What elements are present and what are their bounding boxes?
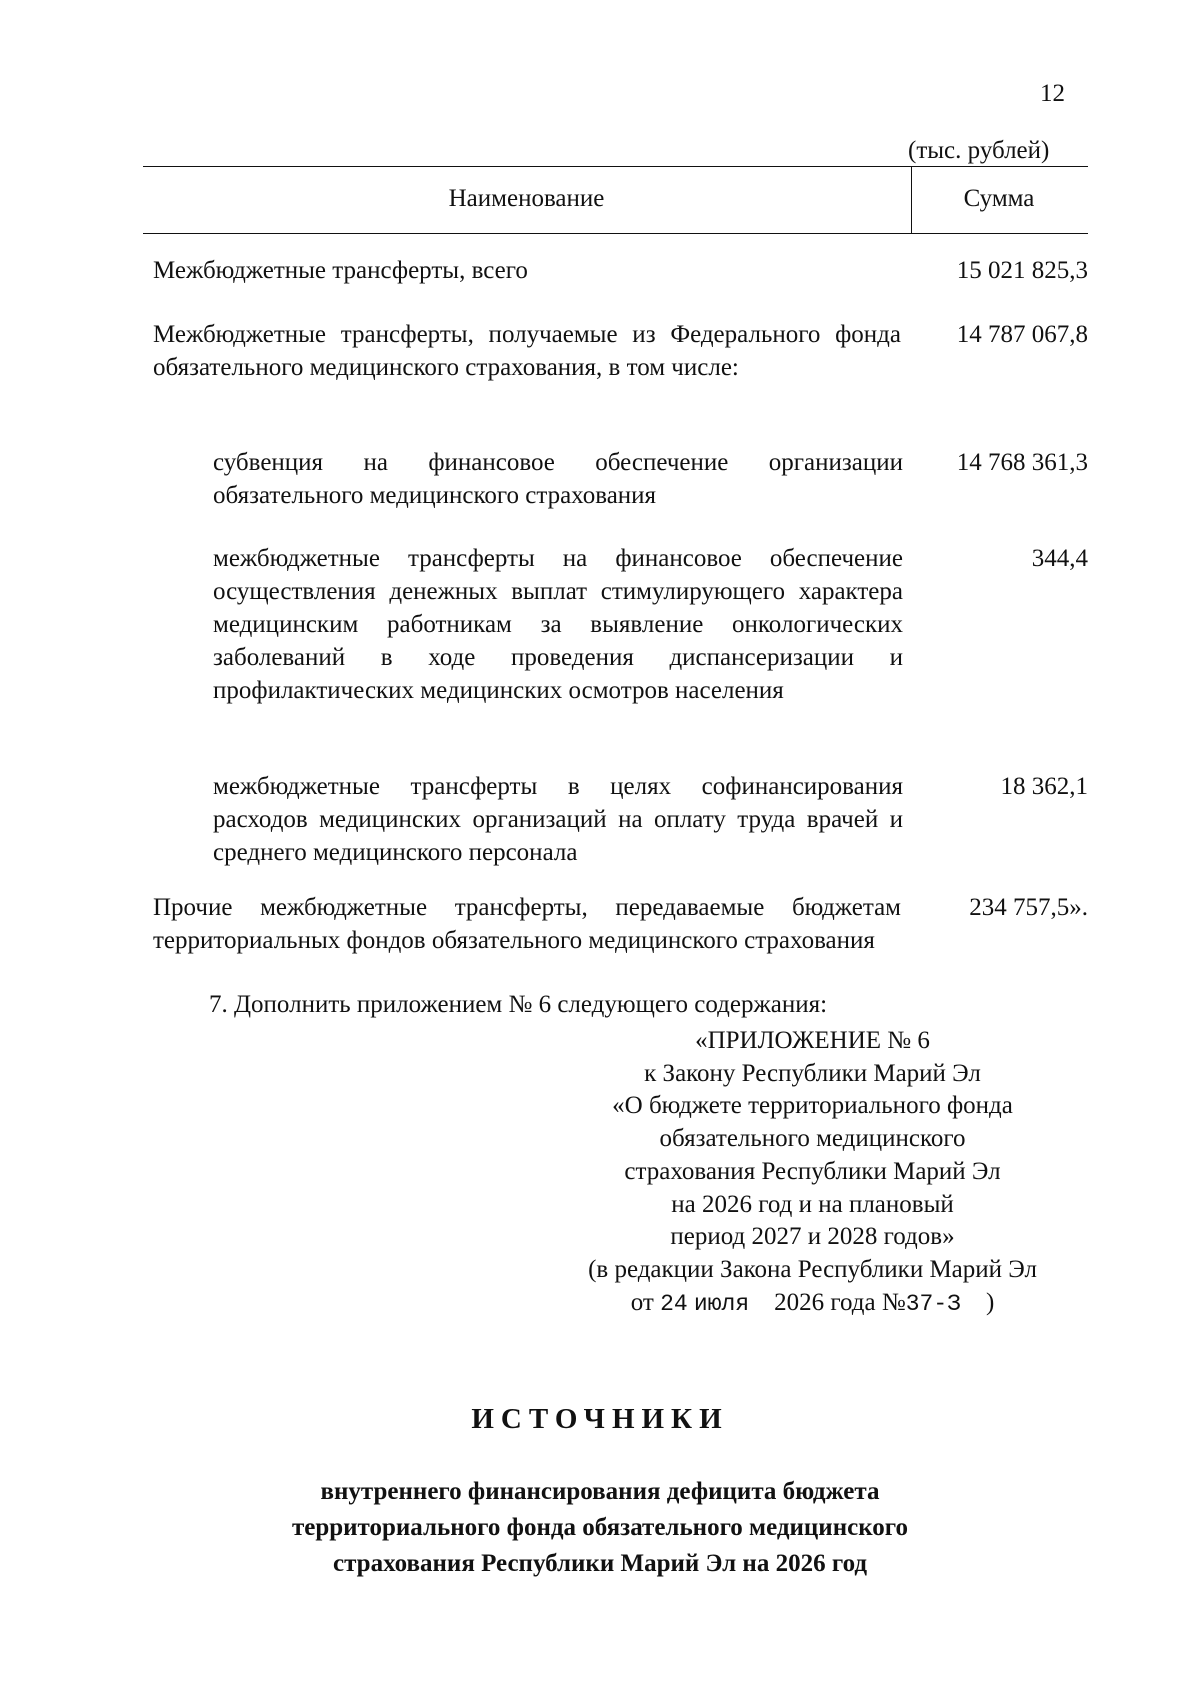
header-sum: Сумма [963, 185, 1035, 212]
table-header [143, 166, 1088, 234]
section-title: ИСТОЧНИКИ [471, 1403, 729, 1435]
paragraph-7: 7. Дополнить приложением № 6 следующего содержания: [209, 991, 828, 1018]
date-day: 24 [660, 1290, 688, 1317]
appendix-date-line [540, 1287, 1085, 1321]
appendix-line: обязательного медицинского [659, 1125, 966, 1153]
row-name: Межбюджетные трансферты, всего [153, 257, 528, 284]
row-name: межбюджетные трансферты на финансовое обеспечение осуществления денежных выплат стимулирующего характера медицинским работникам за выявление онкологических заболеваний в ходе проведения диспансеризации и профилактических медицинских осмотров населения [213, 545, 903, 704]
row-sum: 18 362,1 [1000, 773, 1088, 800]
appendix-line: страхования Республики Марий Эл [624, 1157, 1001, 1185]
appendix-line: (в редакции Закона Республики Марий Эл [588, 1255, 1037, 1283]
date-month: июля [693, 1290, 750, 1317]
appendix-line: «ПРИЛОЖЕНИЕ № 6 [695, 1027, 930, 1054]
page-number: 12 [1040, 80, 1065, 107]
row-name: межбюджетные трансферты в целях софинансирования расходов медицинских организаций на оплату труда врачей и среднего медицинского персонала [213, 773, 903, 866]
transfers-table [143, 166, 1088, 954]
appendix-line: к Закону Республики Марий Эл [644, 1059, 981, 1087]
row-sum: 15 021 825,3 [956, 257, 1088, 284]
appendix-line: «О бюджете территориального фонда [612, 1092, 1013, 1120]
law-number: 37-З [905, 1290, 961, 1317]
header-name: Наименование [448, 185, 605, 212]
row-sum: 344,4 [1031, 545, 1088, 572]
appendix-line: период 2027 и 2028 годов» [670, 1223, 955, 1251]
row-sum: 14 787 067,8 [956, 321, 1088, 348]
subtitle-line: территориального фонда обязательного медицинского [291, 1514, 909, 1541]
row-sum: 234 757,5». [969, 894, 1088, 921]
table-units-label: (тыс. рублей) [908, 137, 1050, 164]
date-prefix: от [630, 1288, 654, 1316]
section-subtitle [0, 1474, 1200, 1582]
appendix-heading [540, 1025, 1085, 1320]
date-suffix: ) [985, 1288, 995, 1316]
appendix-line: на 2026 год и на плановый [671, 1190, 954, 1218]
row-sum: 14 768 361,3 [956, 449, 1088, 476]
row-name: субвенция на финансовое обеспечение организации обязательного медицинского страхования [213, 449, 903, 509]
subtitle-line: страхования Республики Марий Эл на 2026 год [333, 1550, 867, 1577]
row-name: Прочие межбюджетные трансферты, передаваемые бюджетам территориальных фондов обязательного медицинского страхования [153, 894, 901, 954]
subtitle-line: внутреннего финансирования дефицита бюджета [320, 1478, 880, 1505]
date-year: 2026 года № [774, 1288, 906, 1316]
row-name: Межбюджетные трансферты, получаемые из Федерального фонда обязательного медицинского страхования, в том числе: [153, 321, 901, 381]
